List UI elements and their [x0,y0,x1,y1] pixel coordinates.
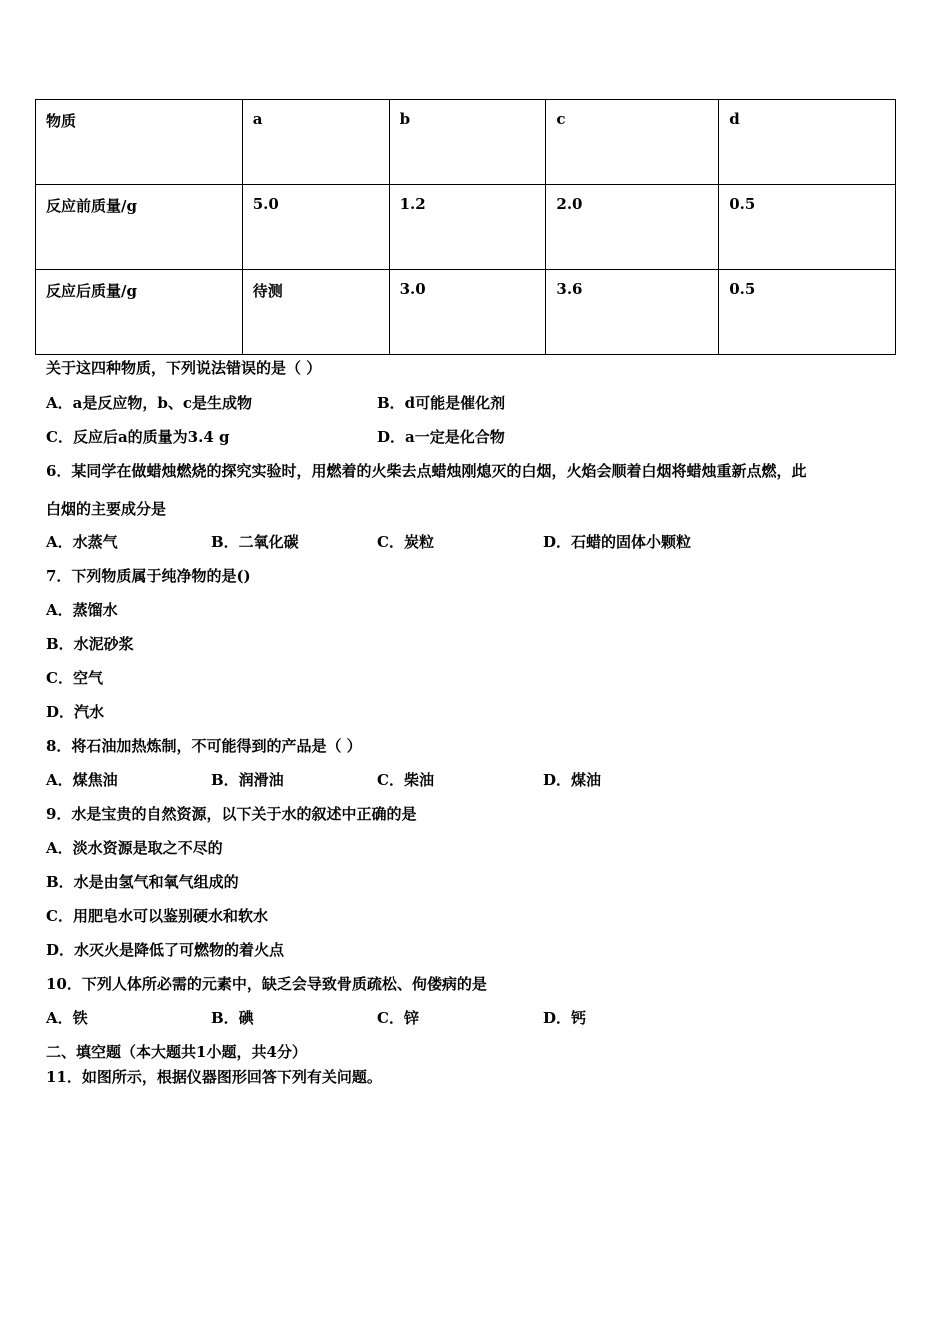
table-cell: c [546,100,719,185]
q10-option-c: C．锌 [377,1009,419,1027]
mass-data-table [35,99,896,355]
q7-option-d: D．汽水 [46,703,105,721]
table-cell: 5.0 [242,185,389,270]
q10-option-d: D．钙 [543,1009,587,1027]
q9-option-d: D．水灭火是降低了可燃物的着火点 [46,941,285,959]
q10-stem: 10．下列人体所必需的元素中，缺乏会导致骨质疏松、佝偻病的是 [46,975,487,993]
table-cell: 物质 [36,100,243,185]
q9-option-c: C．用肥皂水可以鉴别硬水和软水 [46,907,268,925]
q10-option-a: A．铁 [46,1009,88,1027]
q6-option-b: B．二氧化碳 [211,533,299,551]
table-cell: 反应前质量/g [36,185,243,270]
q7-option-a: A．蒸馏水 [46,601,118,619]
table-cell: a [242,100,389,185]
q6-option-c: C．炭粒 [377,533,434,551]
section-title: 二、填空题（本大题共1小题，共4分） [46,1043,307,1061]
q6-stem-line2: 白烟的主要成分是 [46,500,167,518]
table-cell: 1.2 [389,185,546,270]
table-cell: 反应后质量/g [36,270,243,355]
q6-stem-line1: 6．某同学在做蜡烛燃烧的探究实验时，用燃着的火柴去点蜡烛刚熄灭的白烟，火焰会顺着白烟将蜡烛重新点燃，此 [46,462,807,480]
q5-option-d: D．a一定是化合物 [377,428,505,446]
q10-option-b: B．碘 [211,1009,254,1027]
table-cell: b [389,100,546,185]
q7-option-c: C．空气 [46,669,103,687]
q8-option-c: C．柴油 [377,771,434,789]
q6-option-a: A．水蒸气 [46,533,118,551]
table-cell: 2.0 [546,185,719,270]
table-row [36,185,896,270]
q5-option-c: C．反应后a的质量为3.4 g [46,428,230,446]
q8-option-b: B．润滑油 [211,771,284,789]
table-cell: 3.6 [546,270,719,355]
table-cell: 3.0 [389,270,546,355]
q11-stem: 11．如图所示，根据仪器图形回答下列有关问题。 [46,1068,382,1086]
q5-option-a: A．a是反应物，b、c是生成物 [46,394,252,412]
q9-option-a: A．淡水资源是取之不尽的 [46,839,223,857]
q7-stem: 7．下列物质属于纯净物的是() [46,567,251,585]
table-row [36,270,896,355]
q8-option-d: D．煤油 [543,771,602,789]
table-header-row [36,100,896,185]
table-cell: 0.5 [719,185,896,270]
table-cell: 0.5 [719,270,896,355]
q9-stem: 9．水是宝贵的自然资源，以下关于水的叙述中正确的是 [46,805,417,823]
table-cell: 待测 [242,270,389,355]
q7-option-b: B．水泥砂浆 [46,635,134,653]
q9-option-b: B．水是由氢气和氧气组成的 [46,873,239,891]
q6-option-d: D．石蜡的固体小颗粒 [543,533,692,551]
q8-stem: 8．将石油加热炼制，不可能得到的产品是（ ） [46,737,362,755]
table-cell: d [719,100,896,185]
q8-option-a: A．煤焦油 [46,771,118,789]
q5-option-b: B．d可能是催化剂 [377,394,506,412]
q5-stem: 关于这四种物质，下列说法错误的是（ ） [46,359,322,377]
